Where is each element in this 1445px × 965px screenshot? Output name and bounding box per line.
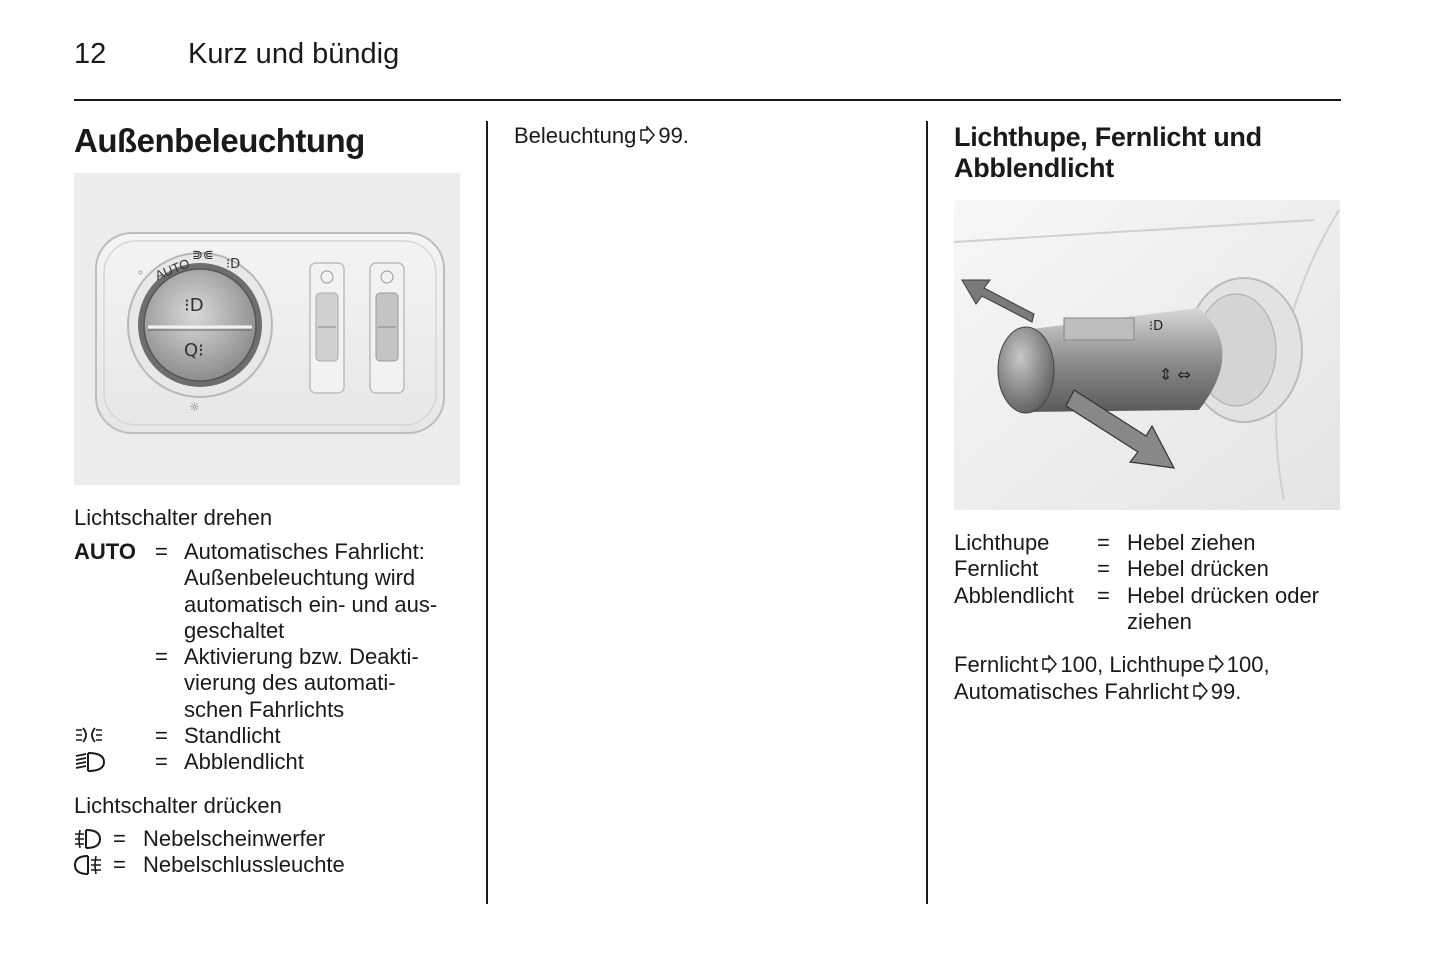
- svg-text:Q⁝: Q⁝: [184, 340, 204, 361]
- page-reference-arrow-icon: [638, 126, 656, 144]
- svg-text:⁝D: ⁝D: [1149, 319, 1164, 334]
- column-divider-right: [926, 121, 928, 904]
- header-divider: [74, 99, 1341, 101]
- dial-label-auto: AUTO: [152, 255, 192, 283]
- low-beam-icon: [74, 751, 106, 778]
- section-title: Kurz und bündig: [188, 38, 400, 70]
- equals-sign: =: [155, 644, 168, 669]
- svg-text:⁝D: ⁝D: [226, 257, 241, 272]
- key-auto: AUTO: [74, 539, 136, 564]
- equals-sign: =: [1097, 583, 1110, 608]
- equals-sign: =: [155, 749, 168, 774]
- reference-text: Fernlicht: [954, 652, 1039, 677]
- svg-text:⋑⋐: ⋑⋐: [192, 248, 214, 263]
- table-term-flash: Lichthupe: [954, 530, 1050, 555]
- table-action-flash: Hebel ziehen: [1127, 530, 1256, 555]
- heading-headlight-flash: Lichthupe, Fernlicht und Abblendlicht: [954, 122, 1262, 183]
- rotate-switch-heading: Lichtschalter drehen: [74, 505, 273, 530]
- entry-auto-description: Automatisches Fahrlicht: Außenbeleuchtung wird automatisch ein- und aus- geschaltet: [184, 539, 438, 643]
- front-fog-light-icon: [74, 828, 102, 855]
- page-reference-arrow-icon: [1040, 655, 1058, 673]
- reference-line-1: [954, 652, 1270, 678]
- reference-text: Automatisches Fahrlicht: [954, 679, 1189, 704]
- svg-text:⁝D: ⁝D: [184, 295, 204, 316]
- page-reference-arrow-icon: [1207, 655, 1225, 673]
- light-stalk-illustration: [954, 200, 1340, 510]
- equals-sign: =: [1097, 556, 1110, 581]
- table-term-low-beam: Abblendlicht: [954, 583, 1074, 608]
- page-reference-arrow-icon: [1191, 682, 1209, 700]
- table-action-high-beam: Hebel drücken: [1127, 556, 1269, 581]
- press-switch-heading: Lichtschalter drücken: [74, 793, 282, 818]
- column-divider-left: [486, 121, 488, 904]
- entry-low-beam: Abblendlicht: [184, 749, 304, 774]
- entry-parking-light: Standlicht: [184, 723, 281, 748]
- entry-front-fog: Nebelscheinwerfer: [143, 826, 326, 851]
- table-action-low-beam: Hebel drücken oder ziehen: [1127, 583, 1320, 635]
- reference-page[interactable]: 100,: [1226, 652, 1270, 677]
- rear-fog-light-icon: [74, 854, 102, 881]
- equals-sign: =: [155, 539, 168, 564]
- reference-text: Beleuchtung: [514, 123, 637, 148]
- parking-light-icon: [74, 725, 106, 750]
- svg-text:☼: ☼: [189, 400, 200, 414]
- entry-toggle-description: Aktivierung bzw. Deakti- vierung des automati- schen Fahrlichts: [184, 644, 419, 722]
- equals-sign: =: [155, 723, 168, 748]
- lighting-reference: [514, 123, 689, 149]
- reference-line-2: [954, 679, 1241, 705]
- equals-sign: =: [1097, 530, 1110, 555]
- reference-page[interactable]: 100,: [1060, 652, 1104, 677]
- reference-page[interactable]: 99.: [1210, 679, 1242, 704]
- light-switch-illustration: [74, 173, 460, 485]
- entry-rear-fog: Nebelschlussleuchte: [143, 852, 345, 877]
- table-term-high-beam: Fernlicht: [954, 556, 1039, 581]
- reference-text: Lichthupe: [1109, 652, 1205, 677]
- svg-text:⇕ ⇔: ⇕ ⇔: [1159, 365, 1191, 384]
- svg-text:◦: ◦: [137, 266, 145, 280]
- page-number: 12: [74, 38, 107, 70]
- reference-page[interactable]: 99.: [658, 123, 689, 148]
- equals-sign: =: [113, 852, 126, 877]
- heading-exterior-lighting: Außenbeleuchtung: [74, 122, 365, 159]
- equals-sign: =: [113, 826, 126, 851]
